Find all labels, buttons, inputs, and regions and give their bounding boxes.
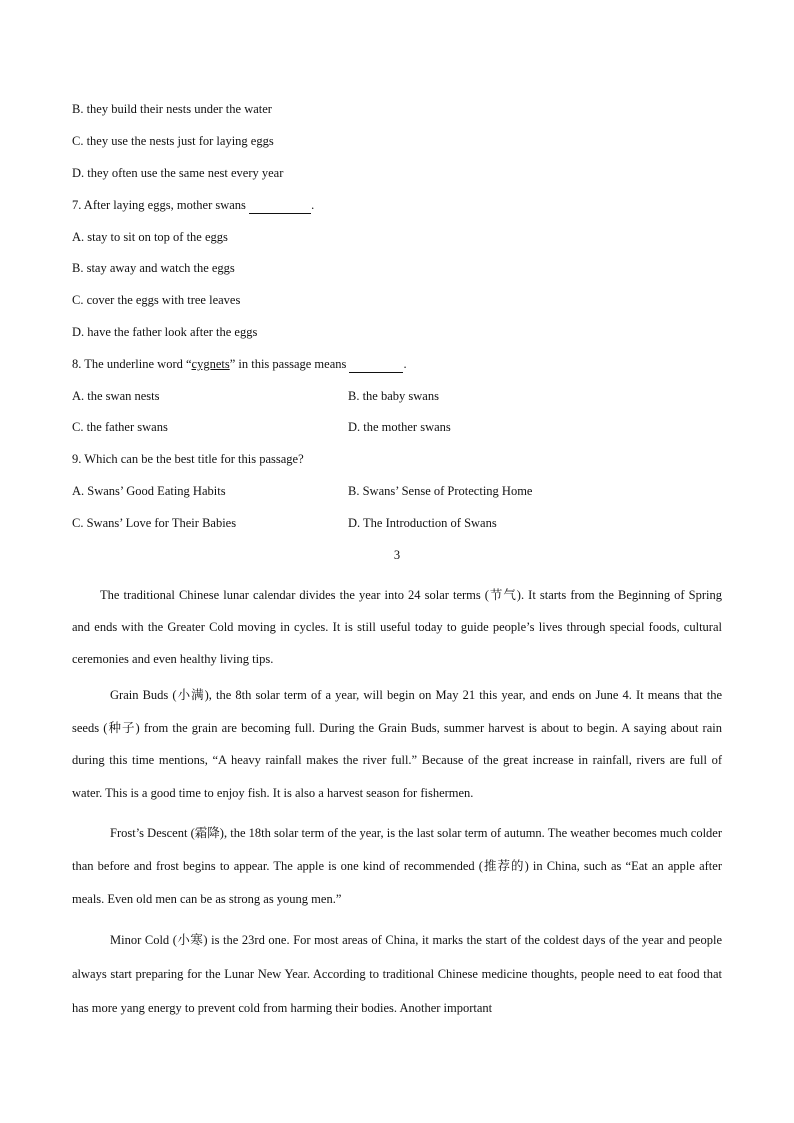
q7-stem-end: . <box>311 198 315 212</box>
passage-paragraph-4 <box>72 923 722 1025</box>
q9-option-d: D. The Introduction of Swans <box>348 516 497 530</box>
q9-option-c: C. Swans’ Love for Their Babies <box>72 516 237 530</box>
passage-paragraph-3 <box>72 817 722 916</box>
q8-stem-end: . <box>403 357 407 371</box>
paragraph-text: Frost’s Descent (霜降), the 18th solar term of the year, is the last solar term of autumn. The weather becomes much colder than before and frost begins to appear. The apple is one kind of recommended (推荐的) in China, such as “Eat an apple after meals. Even old men can be as strong as young men.” <box>72 826 722 906</box>
section-number: 3 <box>393 548 401 562</box>
q7-option-a: A. stay to sit on top of the eggs <box>72 230 228 244</box>
q7-stem <box>72 198 314 214</box>
passage-paragraph-2 <box>72 679 722 809</box>
q6-option-d: D. they often use the same nest every year <box>72 166 284 180</box>
q7-stem-text: 7. After laying eggs, mother swans <box>72 198 246 212</box>
q8-option-c: C. the father swans <box>72 420 168 434</box>
q7-option-b: B. stay away and watch the eggs <box>72 261 235 275</box>
q8-option-a: A. the swan nests <box>72 389 160 403</box>
q6-option-b: B. they build their nests under the water <box>72 102 272 116</box>
q8-stem-pre: 8. The underline word “ <box>72 357 192 371</box>
paragraph-text: Minor Cold (小寒) is the 23rd one. For most areas of China, it marks the start of the coldest days of the year and people always start preparing for the Lunar New Year. According to traditional Chinese medicine thoughts, people need to eat food that has more yang energy to prevent cold from harming their bodies. Another important <box>72 933 722 1015</box>
q7-option-d: D. have the father look after the eggs <box>72 325 258 339</box>
underlined-word: cygnets <box>191 357 230 371</box>
paragraph-text: The traditional Chinese lunar calendar divides the year into 24 solar terms (节气). It starts from the Beginning of Spring and ends with the Greater Cold moving in cycles. It is still useful today to guide people’s lives through special foods, cultural ceremonies and even healthy living tips. <box>72 588 722 666</box>
q9-option-b: B. Swans’ Sense of Protecting Home <box>348 484 533 498</box>
paragraph-text: Grain Buds (小满), the 8th solar term of a year, will begin on May 21 this year, and ends on June 4. It means that the seeds (种子) from the grain are becoming full. During the Grain Buds, summer harvest is about to begin. A saying about rain during this time mentions, “A heavy rainfall makes the river full.” Because of the great increase in rainfall, rivers are full of water. This is a good time to enjoy fish. It is also a harvest season for fishermen. <box>72 688 722 800</box>
answer-blank <box>249 198 311 214</box>
q8-stem-post: ” in this passage means <box>229 357 347 371</box>
q7-option-c: C. cover the eggs with tree leaves <box>72 293 241 307</box>
answer-blank <box>349 357 403 373</box>
q9-option-a: A. Swans’ Good Eating Habits <box>72 484 226 498</box>
q8-option-b: B. the baby swans <box>348 389 439 403</box>
passage-paragraph-1 <box>72 579 722 675</box>
q9-stem: 9. Which can be the best title for this passage? <box>72 452 304 466</box>
q6-option-c: C. they use the nests just for laying eggs <box>72 134 274 148</box>
q8-stem <box>72 357 407 373</box>
q8-option-d: D. the mother swans <box>348 420 451 434</box>
